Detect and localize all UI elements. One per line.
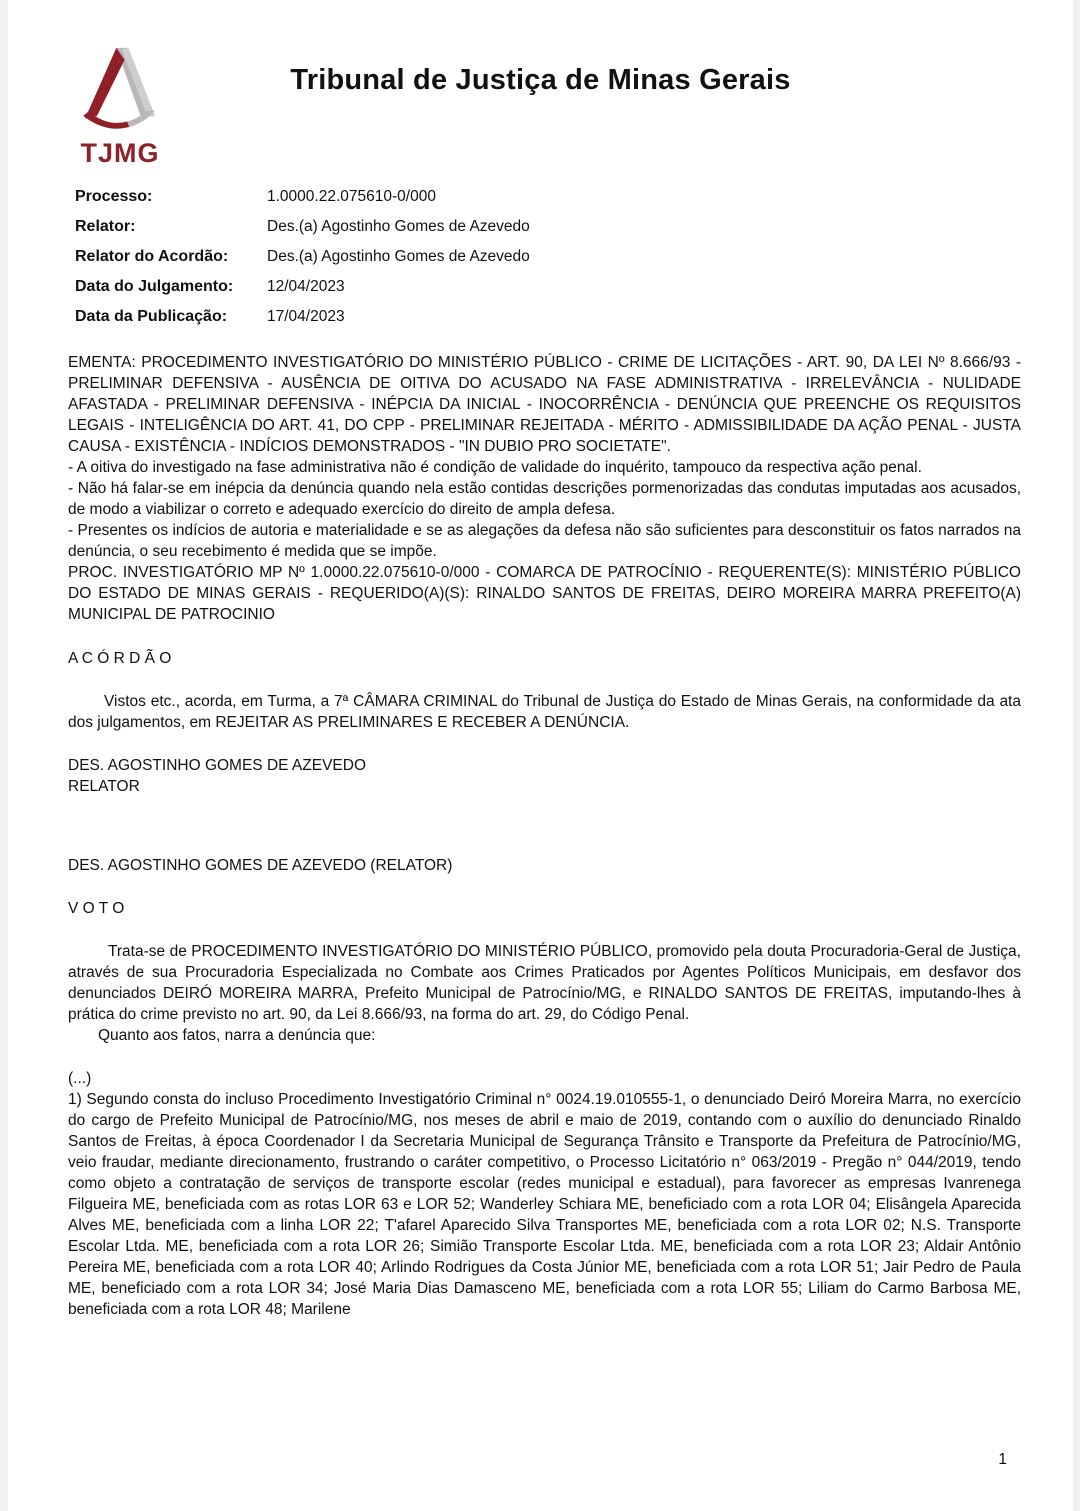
- ementa-paragraph: EMENTA: PROCEDIMENTO INVESTIGATÓRIO DO MINISTÉRIO PÚBLICO - CRIME DE LICITAÇÕES - ART. 90, DA LEI Nº 8.666/93 - PRELIMINAR DEFENSIVA - AUSÊNCIA DE OITIVA DO ACUSADO NA FASE ADMINISTRATIVA - IRRELEVÂNCIA - NULIDADE AFASTADA - PRELIMINAR DEFENSIVA - INÉPCIA DA INICIAL - INOCORRÊNCIA - DENÚNCIA QUE PREENCHE OS REQUISITOS LEGAIS - INTELIGÊNCIA DO ART. 41, DO CPP - PRELIMINAR REJEITADA - MÉRITO - ADMISSIBILIDADE DA AÇÃO PENAL - JUSTA CAUSA - EXISTÊNCIA - INDÍCIOS DEMONSTRADOS - "IN DUBIO PRO SOCIETATE".: [68, 354, 1021, 455]
- metadata-label: Processo:: [75, 188, 153, 205]
- voto-heading: V O T O: [68, 900, 125, 917]
- ementa-section: [68, 352, 1021, 625]
- metadata-label: Data da Publicação:: [75, 308, 228, 325]
- case-metadata: [75, 182, 1021, 332]
- page-number: 1: [998, 1451, 1007, 1468]
- metadata-value: Des.(a) Agostinho Gomes de Azevedo: [267, 218, 530, 235]
- ementa-item: - Presentes os indícios de autoria e materialidade e se as alegações da defesa não são suficientes para desconstituir os fatos narrados na denúncia, o seu recebimento é medida que se impõe.: [68, 522, 1021, 560]
- acordao-paragraph: Vistos etc., acorda, em Turma, a 7ª CÂMARA CRIMINAL do Tribunal de Justiça do Estado de Minas Gerais, na conformidade da ata dos julgamentos, em REJEITAR AS PRELIMINARES E RECEBER A DENÚNCIA.: [68, 693, 1021, 731]
- metadata-row-processo: [75, 182, 1021, 212]
- ementa-item: - A oitiva do investigado na fase administrativa não é condição de validade do inquérito, tampouco da respectiva ação penal.: [68, 459, 922, 476]
- acordao-heading: A C Ó R D Ã O: [68, 650, 172, 667]
- voto-paragraph: Quanto aos fatos, narra a denúncia que:: [98, 1027, 376, 1044]
- voto-paragraph: Trata-se de PROCEDIMENTO INVESTIGATÓRIO DO MINISTÉRIO PÚBLICO, promovido pela douta Procuradoria-Geral de Justiça, através de sua Procuradoria Especializada no Combate aos Crimes Praticados por Agentes Políticos Municipais, em desfavor dos denunciados DEIRÓ MOREIRA MARRA, Prefeito Municipal de Patrocínio/MG, e RINALDO SANTOS DE FREITAS, imputando-lhes à prática do crime previsto no art. 90, da Lei 8.666/93, na forma do art. 29, do Código Penal.: [68, 943, 1021, 1023]
- metadata-value: 1.0000.22.075610-0/000: [267, 188, 436, 205]
- metadata-label: Data do Julgamento:: [75, 278, 234, 295]
- metadata-label: Relator:: [75, 218, 136, 235]
- page-edge-right: [1073, 0, 1080, 1511]
- metadata-value: Des.(a) Agostinho Gomes de Azevedo: [267, 248, 530, 265]
- metadata-row-data-publicacao: [75, 302, 1021, 332]
- document-header: [8, 0, 1073, 172]
- denuncia-quote: 1) Segundo consta do incluso Procedimento Investigatório Criminal n° 0024.19.010555-1, o denunciado Deiró Moreira Marra, no exercício do cargo de Prefeito Municipal de Patrocínio/MG, nos meses de abril e maio de 2019, contando com o auxílio do denunciado Rinaldo Santos de Freitas, à época Coordenador I da Secretaria Municipal de Segurança Trânsito e Transporte da Prefeitura de Patrocínio/MG, veio fraudar, mediante direcionamento, frustrando o caráter competitivo, o Processo Licitatório n° 063/2019 - Pregão n° 044/2019, tendo como objeto a contratação de serviços de transporte escolar (redes municipal e estadual), para favorecer as empresas Ivanrenega Filgueira ME, beneficiada com as rotas LOR 63 e LOR 52; Wanderley Schiara ME, beneficiado com a rota LOR 04; Elisângela Aparecida Alves ME, beneficiada com a linha LOR 22; T'afarel Aparecido Silva Transportes ME, beneficiada com a rota LOR 02; N.S. Transporte Escolar Ltda. ME, beneficiada com a rota LOR 26; Simião Transporte Escolar Ltda. ME, beneficiada com a rota LOR 23; Aldair Antônio Pereira ME, beneficiada com a rota LOR 40; Arlindo Rodrigues da Costa Júnior ME, beneficiada com a rota LOR 51; Jair Pedro de Paula ME, beneficiado com a rota LOR 34; José Maria Dias Damasceno ME, beneficiada com a rota LOR 55; Liliam do Carmo Barbosa ME, beneficiada com a rota LOR 48; Marilene: [68, 1091, 1021, 1318]
- quote-ellipsis: (...): [68, 1070, 92, 1087]
- ementa-item: - Não há falar-se em inépcia da denúncia quando nela estão contidas descrições pormenorizadas das condutas imputadas aos acusados, de modo a viabilizar o correto e adequado exercício do direito de ampla defesa.: [68, 480, 1021, 518]
- proc-identification: PROC. INVESTIGATÓRIO MP Nº 1.0000.22.075610-0/000 - COMARCA DE PATROCÍNIO - REQUERENTE(S): MINISTÉRIO PÚBLICO DO ESTADO DE MINAS GERAIS - REQUERIDO(A)(S): RINALDO SANTOS DE FREITAS, DEIRO MOREIRA MARRA PREFEITO(A) MUNICIPAL DE PATROCINIO: [68, 564, 1021, 623]
- metadata-row-relator-acordao: [75, 242, 1021, 272]
- signature-name: DES. AGOSTINHO GOMES DE AZEVEDO: [68, 757, 367, 774]
- page-edge-left: [0, 0, 8, 1511]
- metadata-label: Relator do Acordão:: [75, 248, 229, 265]
- document-page: [8, 0, 1073, 1511]
- document-body: [68, 352, 1021, 1320]
- metadata-value: 12/04/2023: [267, 278, 345, 295]
- metadata-row-relator: [75, 212, 1021, 242]
- voto-author: DES. AGOSTINHO GOMES DE AZEVEDO (RELATOR): [68, 857, 453, 874]
- tjmg-logo-text: TJMG: [80, 138, 160, 168]
- metadata-row-data-julgamento: [75, 272, 1021, 302]
- metadata-value: 17/04/2023: [267, 308, 345, 325]
- page-title: Tribunal de Justiça de Minas Gerais: [290, 64, 791, 96]
- signature-role: RELATOR: [68, 778, 140, 795]
